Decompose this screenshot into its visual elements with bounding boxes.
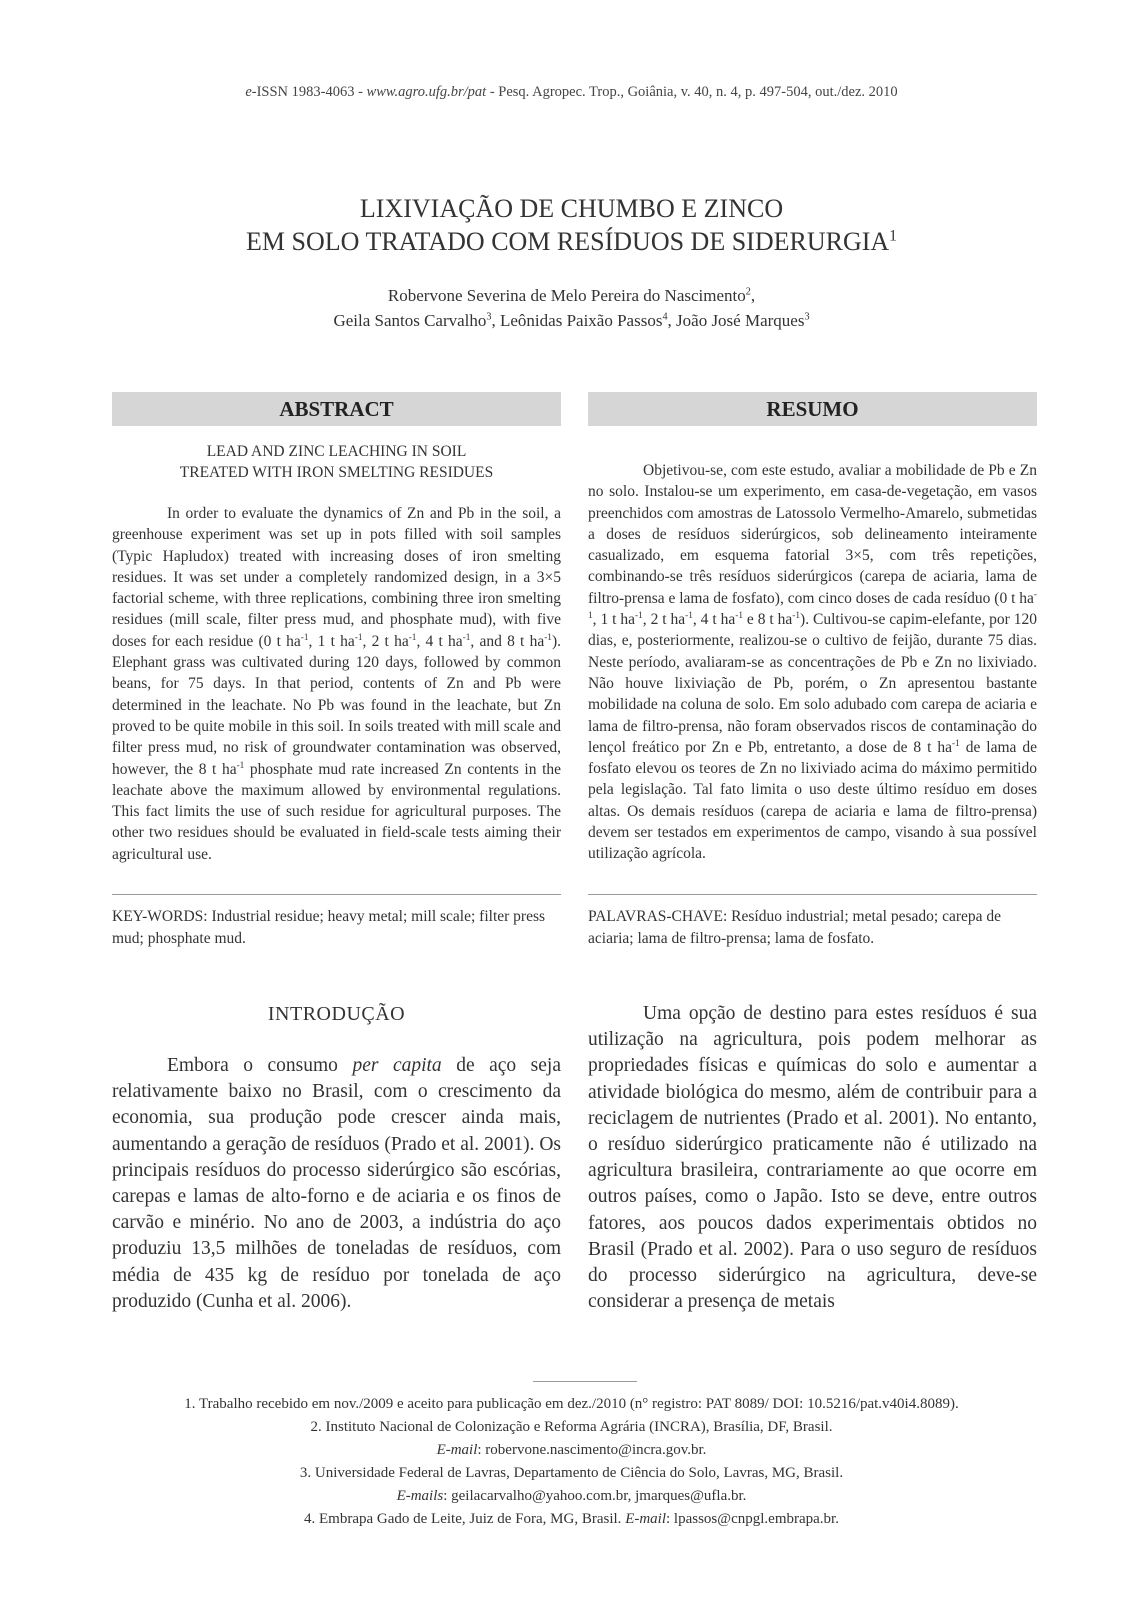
english-keywords: KEY-WORDS: Industrial residue; heavy metal; mill scale; filter press mud; phosphate mud. xyxy=(112,908,546,947)
unit-exponent: -1 xyxy=(544,632,552,643)
unit-exponent: -1 xyxy=(408,632,417,643)
english-title-line-2: TREATED WITH IRON SMELTING RESIDUES xyxy=(179,464,494,481)
abstract-text-part: , 1 t ha xyxy=(308,632,355,650)
abstract-text-part: ). Elephant grass was cultivated during 120 days, followed by common beans, for 75 days. In that period, contents of Zn and Pb were determined in the leachate. No Pb was found in the leachate, but Zn proved to be quite mobile in this soil. In soils treated with mill scale and filter press mud, no risk of groundwater contamination was observed, however, the 8 t ha xyxy=(112,632,561,778)
unit-exponent: -1 xyxy=(952,738,960,749)
eissn-prefix: e xyxy=(245,84,252,100)
introduction-paragraph-1 xyxy=(112,1053,561,1315)
author-3: , Leônidas Paixão Passos xyxy=(491,311,663,330)
email-label: E-mail xyxy=(625,1511,667,1527)
body-text-italic: per capita xyxy=(352,1055,442,1076)
abstract-text-part: , 2 t ha xyxy=(362,632,409,650)
unit-exponent: -1 xyxy=(588,589,1037,621)
resumo-text-part: Objetivou-se, com este estudo, avaliar a mobilidade de Pb e Zn no solo. Instalou-se um experimento, em casa-de-vegetação, em vasos preenchidos com amostras de Latossolo Vermelho-Amarelo, submetidas a doses de resíduos siderúrgicos, sob delineamento inteiramente casualizado, em esquema fatorial 3×5, com três repetições, combinando-se três resíduos siderúrgicos (carepa de aciaria, lama de filtro-prensa e lama de fosfato), com cinco doses de cada resíduo (0 t ha xyxy=(588,462,1037,607)
author-4: , João José Marques xyxy=(667,311,805,330)
footnote-1: 1. Trabalho recebido em nov./2009 e aceito para publicação em dez./2010 (n° registro: PAT 8089/ DOI: 10.5216/pat.v40i4.8089). xyxy=(184,1396,959,1412)
english-title-line-1: LEAD AND ZINC LEACHING IN SOIL xyxy=(206,443,467,460)
unit-exponent: -1 xyxy=(300,632,309,643)
abstract-text xyxy=(112,503,561,865)
author-1: Robervone Severina de Melo Pereira do Nascimento xyxy=(387,286,746,305)
footnote-3: 3. Universidade Federal de Lavras, Departamento de Ciência do Solo, Lavras, MG, Brasil. xyxy=(299,1465,844,1481)
resumo-text-part: ). Cultivou-se capim-elefante, por 120 dias, e, posteriormente, realizou-se o cultivo de feijão, durante 75 dias. Neste período, avaliaram-se as concentrações de Pb e Zn no lixiviado. Não houve lixiviação de Pb, porém, o Zn apresentou bastante mobilidade na coluna de solo. Em solo adubado com carepa de aciaria e lama de filtro-prensa, não foram observados riscos de contaminação do lençol freático por Zn e Pb, entretanto, a dose de 8 t ha xyxy=(588,611,1037,756)
eissn: -ISSN 1983-4063 - xyxy=(251,84,367,100)
resumo-text-part: e 8 t ha xyxy=(742,611,793,629)
author-separator: , xyxy=(750,286,756,305)
unit-exponent: -1 xyxy=(685,610,693,621)
introduction-heading: INTRODUÇÃO xyxy=(267,1003,406,1025)
resumo-text-part: , 1 t ha xyxy=(592,611,636,629)
abstract-divider xyxy=(112,894,561,895)
english-title xyxy=(112,441,561,483)
unit-exponent: -1 xyxy=(462,632,471,643)
footnote-2: 2. Instituto Nacional de Colonização e Reforma Agrária (INCRA), Brasília, DF, Brasil. xyxy=(310,1419,833,1435)
footnote-2-email xyxy=(0,1439,1143,1462)
footnotes xyxy=(0,1393,1143,1531)
resumo-text xyxy=(588,460,1037,865)
resumo-text-part: de lama de fosfato elevou os teores de Zn no lixiviado acima do máximo permitido pela legislação. Tal fato limita o uso deste último resíduo em doses altas. Os demais resíduos (carepa de aciaria e lama de filtro-prensa) devem ser testados em experimentos de campo, visando à sua possível utilização agrícola. xyxy=(588,738,1038,863)
author-2: Geila Santos Carvalho xyxy=(333,311,487,330)
author-1-mark: 2 xyxy=(745,286,751,298)
abstract-text-part: , and 8 t ha xyxy=(470,632,545,650)
unit-exponent: -1 xyxy=(735,610,743,621)
title-footnote-mark: 1 xyxy=(889,227,897,245)
body-text: Embora o consumo xyxy=(167,1055,353,1076)
email-label: E-mails xyxy=(396,1488,444,1504)
unit-exponent: -1 xyxy=(236,760,245,771)
abstract-text-part: In order to evaluate the dynamics of Zn and Pb in the soil, a greenhouse experiment was set up in pots filled with soil samples (Typic Hapludox) treated with increasing doses of iron smelting residues. It was set under a completely randomized design, in a 3×5 factorial scheme, with three replications, combining three iron smelting residues (mill scale, filter press mud, and phosphate mud), with five doses for each residue (0 t ha xyxy=(112,505,561,650)
body-text: de aço seja relativamente baixo no Brasil, com o crescimento da economia, sua produção pode crescer ainda mais, aumentando a geração de resíduos (Prado et al. 2001). Os principais resíduos do processo siderúrgico são escórias, carepas e lamas de alto-forno e de aciaria e os finos de carvão e minério. No ano de 2003, a indústria do aço produziu 13,5 milhões de toneladas de resíduos, com média de 435 kg de resíduo por tonelada de aço produzido (Cunha et al. 2006). xyxy=(112,1055,562,1312)
unit-exponent: -1 xyxy=(354,632,363,643)
journal-website: www.agro.ufg.br/pat xyxy=(366,84,487,100)
abstract-text-part: phosphate mud rate increased Zn contents in the leachate above the maximum allowed by environmental regulations. This fact limits the use of such residue for agricultural purposes. The other two residues should be evaluated in field-scale tests aiming their agricultural use. xyxy=(112,760,561,863)
portuguese-keywords: PALAVRAS-CHAVE: Resíduo industrial; metal pesado; carepa de aciaria; lama de filtro-prensa; lama de fosfato. xyxy=(588,908,1002,947)
email-address: : geilacarvalho@yahoo.com.br, jmarques@ufla.br. xyxy=(443,1488,747,1504)
resumo-heading: RESUMO xyxy=(588,392,1037,426)
abstract-text-part: , 4 t ha xyxy=(416,632,463,650)
footnote-4-text: 4. Embrapa Gado de Leite, Juiz de Fora, MG, Brasil. xyxy=(304,1511,626,1527)
introduction-paragraph-2: Uma opção de destino para estes resíduos é sua utilização na agricultura, pois podem melhorar as propriedades físicas e químicas do solo e aumentar a atividade biológica do mesmo, além de contribuir para a reciclagem de nutrientes (Prado et al. 2001). No entanto, o resíduo siderúrgico praticamente não é utilizado na agricultura brasileira, contrariamente ao que ocorre em outros países, como o Japão. Isto se deve, entre outros fatores, aos poucos dados experimentais obtidos no Brasil (Prado et al. 2002). Para o uso seguro de resíduos do processo siderúrgico na agricultura, deve-se considerar a presença de metais xyxy=(588,1003,1037,1313)
resumo-text-part: , 4 t ha xyxy=(692,611,736,629)
title-line-1: LIXIVIAÇÃO DE CHUMBO E ZINCO xyxy=(359,194,784,223)
article-title xyxy=(0,192,1143,258)
author-2-mark: 3 xyxy=(486,311,492,323)
unit-exponent: -1 xyxy=(792,610,801,621)
resumo-text-part: , 2 t ha xyxy=(642,611,686,629)
email-label: E-mail xyxy=(436,1442,478,1458)
footnote-4 xyxy=(0,1508,1143,1531)
footnote-3-email xyxy=(0,1485,1143,1508)
author-3-mark: 4 xyxy=(662,311,668,323)
title-line-2: EM SOLO TRATADO COM RESÍDUOS DE SIDERURGIA xyxy=(246,227,890,256)
unit-exponent: -1 xyxy=(635,610,643,621)
journal-header xyxy=(0,84,1143,101)
author-4-mark: 3 xyxy=(804,311,810,323)
author-list xyxy=(0,283,1143,333)
journal-citation: - Pesq. Agropec. Trop., Goiânia, v. 40, n. 4, p. 497-504, out./dez. 2010 xyxy=(486,84,898,100)
resumo-divider xyxy=(588,894,1037,895)
abstract-heading: ABSTRACT xyxy=(112,392,561,426)
email-address: : lpassos@cnpgl.embrapa.br. xyxy=(666,1511,839,1527)
email-address: : robervone.nascimento@incra.gov.br. xyxy=(477,1442,707,1458)
footnote-divider xyxy=(533,1381,637,1382)
